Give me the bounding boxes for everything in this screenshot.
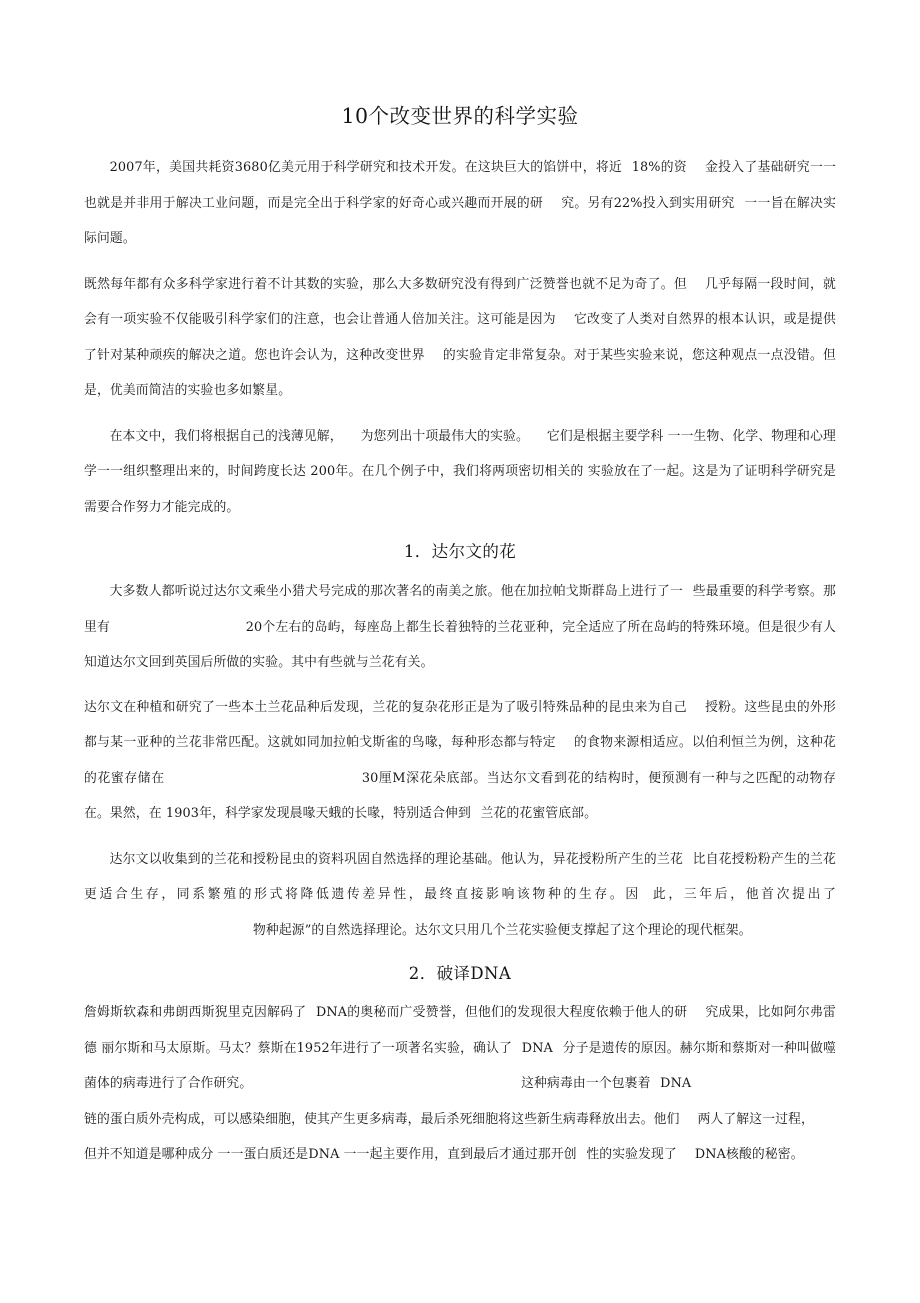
text-fragment: 链的蛋白质外壳构成，可以感染细胞，使其产生更多病毒，最后杀死细胞将这些新生病毒释放出去。他们 (84, 1111, 680, 1127)
text-fragment: 时，便预测有一种与之匹配的动物存在。果然，在 1903年，科学家发现晨喙天蛾的长喙，特别适合伸到 (84, 770, 837, 821)
text-fragment: 几乎每隔一段时间，就会有一项实验不仅能吸引科学家们的注意，也会让普通人倍加关注。这可能是因为 (84, 276, 836, 327)
page-title: 10个改变世界的科学实验 (341, 104, 579, 128)
text-fragment: 一一旨在解决实际问题。 (84, 195, 837, 246)
paragraph-darwin-selection (84, 842, 836, 949)
text-fragment: 但并不知道是哪种成分 一一蛋白质还是DNA 一一起主要作用，直到最后才通过那开创 (84, 1147, 577, 1162)
text-fragment: 20个左右的岛屿，每座岛上都生长着独特的兰花亚种，完全适应了所在岛 (245, 619, 667, 635)
paragraph-intro-funding (84, 150, 836, 257)
text-fragment: 大多数人都听说过达尔文乘坐小猎犬号完成的那次著名的南美之旅。他在加拉帕戈斯群岛上进行了一 (109, 584, 684, 599)
text-fragment: 18%的资 (631, 160, 687, 175)
text-fragment: 它们是根据主要学科 一一生物、化学、物理和心理学一一组织整理出来的，时间跨度长达 200年。在几个例子中，我们将两项密切相关的 实验放在了一起。这是为了证明科学研究是需要合作努力才能完成的。 (84, 428, 836, 515)
text-fragment: 两人了解这一过程， (697, 1111, 814, 1127)
text-fragment: 物种起源”的自然选择理论。达尔文只用几个兰花实验便支撑起了这个理论的 (252, 922, 687, 938)
text-fragment: 的食物来源相适应。以伯利恒兰为例，这种花的花蜜存储在 (84, 735, 837, 786)
text-fragment: 达尔文以收集到的兰花和授粉昆虫的资料巩固自然选择的理论基础。他认为，异花授粉所产生的兰花 (109, 851, 684, 867)
text-fragment: 此，三年后，他首次提出了 (650, 887, 836, 902)
document-content (84, 0, 836, 1173)
text-fragment: 现代框架。 (686, 922, 752, 938)
text-fragment: DNA (521, 1040, 553, 1056)
text-fragment: 2007年，美国共耗资3680亿美元用于科学研究和技术开发。在这块巨大的馅饼中，将近 (109, 160, 623, 175)
paragraph-intro-scope (84, 419, 836, 526)
text-fragment: 屿的特殊环境。但是很少有人知道达尔文回到英国后所做的实验。其中有些就与兰花有关。 (84, 619, 836, 670)
section-heading-dna: 2．破译DNA (408, 964, 512, 983)
text-fragment: 的实验肯定非常复杂。对于某些实验来说，您这种观点一点没错。但是，优美而简洁的实验也多如繁星。 (84, 347, 836, 398)
paragraph-dna-discovery (84, 995, 836, 1102)
text-fragment: 比自花授粉粉产生的兰花更适合生存，同系繁殖的形式将降低遗传差异性，最终直接影响该物种的生存。因 (84, 851, 836, 902)
text-fragment: DNA的奥秘而广受赞誉，但他们的发现很大程度依赖于他人的研 (315, 1005, 688, 1020)
text-fragment: 詹姆斯软森和弗朗西斯猊里克因解码了 (84, 1005, 307, 1020)
text-fragment: 究成果，比如阿尔弗雷德 丽尔斯和马太原斯。马太？蔡斯在1952年进行了一项著名实验，确认了 (84, 1005, 836, 1056)
text-fragment: 金投入了基础研究一一也就是并非用于解决工业问题，而是完全出于科学家的好奇心或兴趣而开展的研 (84, 160, 837, 211)
text-fragment: 究。另有22%投入到实用研究 (561, 195, 735, 211)
paragraph-dna-protein (84, 1102, 836, 1173)
text-fragment: 为您列出十项最伟大的实验。 (360, 428, 529, 444)
text-fragment: 在本文中，我们将根据自己的浅薄见解， (109, 428, 343, 444)
text-fragment: 这种病毒由一个包裹着 (521, 1076, 651, 1091)
text-fragment: 授粉。这些昆虫的外形都与某一亚种的兰花非常匹配。这就如同加拉帕戈斯雀的鸟喙，每种形态都与特定 (84, 699, 836, 750)
text-fragment: 兰花的花蜜管底部。 (480, 806, 598, 821)
text-fragment: 达尔文在种植和研究了一些本土兰花品种后发现，兰花的复杂花形正是为了吸引特殊品种的昆虫来为自己 (84, 699, 687, 715)
section-heading-darwin: 1．达尔文的花 (403, 542, 517, 561)
text-fragment: 些最重要的科学考察。那里有 (84, 584, 836, 635)
text-fragment: 既然每年都有众多科学家进行着不计其数的实验，那么大多数研究没有得到广泛赞誉也就不足为奇了。但 (84, 276, 687, 292)
text-fragment: 分子是遗传的原因。赫尔斯和蔡斯对一种叫做噬菌体的病毒进行了合作研究。 (84, 1040, 836, 1091)
paragraph-darwin-orchids (84, 690, 836, 832)
paragraph-darwin-voyage (84, 574, 836, 681)
text-fragment: 性的实验发现了 (586, 1147, 677, 1162)
paragraph-intro-fame (84, 267, 836, 409)
text-fragment: DNA (660, 1076, 692, 1091)
text-fragment: 30厘M深花朵底部。当达尔文看到花的结构 (361, 770, 622, 786)
text-fragment: 它改变了人类对自然界的根本认识，或是提供了针对某种顽疾的解决之道。您也许会认为，这种改变世界 (84, 312, 837, 363)
text-fragment: DNA核酸的秘密。 (694, 1147, 804, 1162)
